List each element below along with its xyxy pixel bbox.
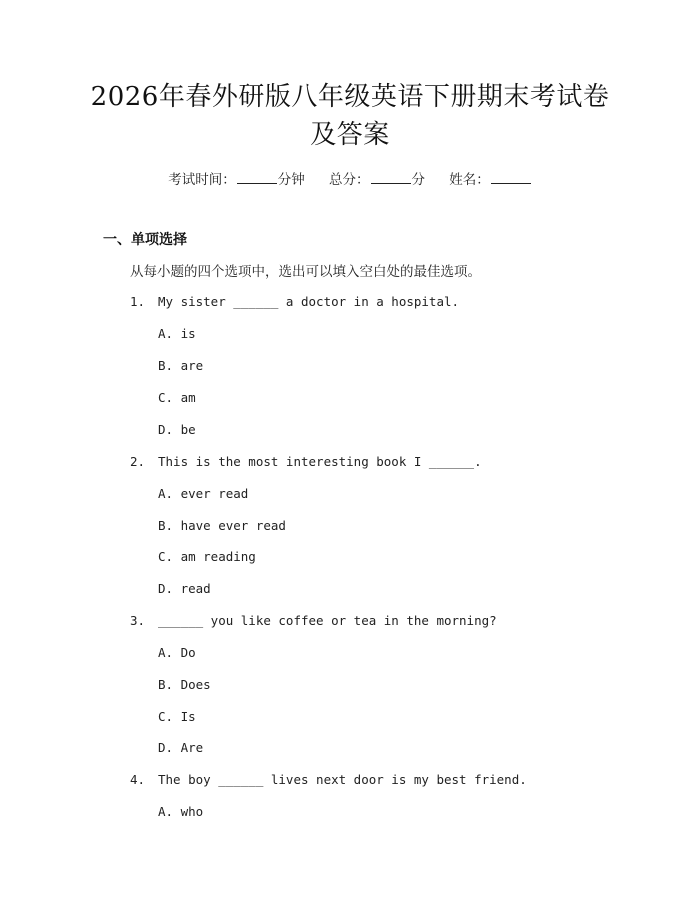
name-blank [491,171,531,184]
option-b: B. are [158,358,204,373]
option-d: D. be [158,422,196,437]
option-c: C. Is [158,709,196,724]
option-c: C. am reading [158,549,256,564]
question-number: 4. [130,772,146,787]
option-d: D. read [158,581,211,596]
question-text: The boy ______ lives next door is my best friend. [158,772,527,787]
question-text: ______ you like coffee or tea in the morning? [158,613,497,628]
exam-title [70,78,630,154]
option-a: A. Do [158,645,196,660]
section-heading: 一、单项选择 [103,232,187,248]
question-text: My sister ______ a doctor in a hospital. [158,294,460,309]
exam-meta-line [0,168,700,188]
option-b: B. Does [158,677,211,692]
score-blank [371,171,411,184]
score-label: 总分： [329,172,370,188]
option-a: A. is [158,326,196,341]
exam-title-line-2: 及答案 [310,120,390,150]
question-number: 2. [130,454,146,469]
option-a: A. ever read [158,486,249,501]
question-number: 3. [130,613,146,628]
option-d: D. Are [158,740,204,755]
question-number: 1. [130,294,146,309]
question-text: This is the most interesting book I ______. [158,454,482,469]
option-b: B. have ever read [158,518,286,533]
time-unit: 分钟 [277,172,305,188]
exam-title-line-1: 2026年春外研版八年级英语下册期末考试卷 [90,82,610,112]
score-field [329,168,425,188]
name-label: 姓名： [449,172,490,188]
name-field [449,168,532,188]
time-label: 考试时间： [168,172,236,188]
time-field [168,168,305,188]
option-c: C. am [158,390,196,405]
time-blank [237,171,277,184]
score-unit: 分 [411,172,425,188]
option-a: A. who [158,804,204,819]
section-instructions: 从每小题的四个选项中，选出可以填入空白处的最佳选项。 [130,264,481,280]
